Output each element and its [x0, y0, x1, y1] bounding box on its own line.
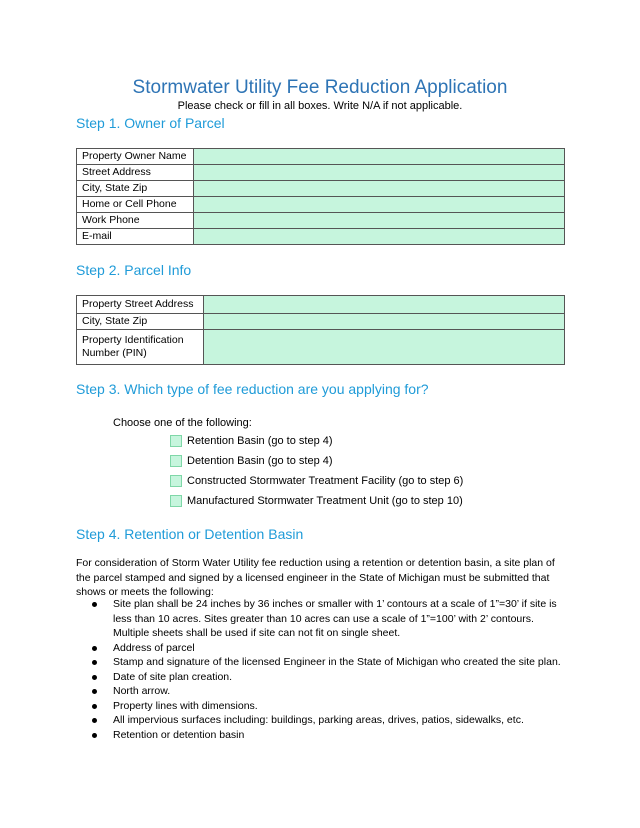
choose-instruction: Choose one of the following: [113, 417, 252, 429]
step1-heading: Step 1. Owner of Parcel [76, 115, 225, 131]
list-item: All impervious surfaces including: buildings, parking areas, drives, patios, sidewalks, etc. [76, 713, 570, 728]
step3-heading: Step 3. Which type of fee reduction are you applying for? [76, 381, 429, 397]
email-field[interactable] [194, 229, 565, 245]
parcel-city-state-zip-label: City, State Zip [77, 314, 204, 330]
owner-table [76, 148, 565, 245]
bullet-icon [92, 660, 97, 665]
home-phone-label: Home or Cell Phone [77, 197, 194, 213]
table-row [77, 197, 565, 213]
table-row [77, 229, 565, 245]
list-item: Date of site plan creation. [76, 670, 570, 685]
option-label: Detention Basin (go to step 4) [187, 455, 333, 467]
option-label: Manufactured Stormwater Treatment Unit (go to step 10) [187, 495, 463, 507]
checkbox-icon[interactable] [170, 455, 182, 467]
table-row [77, 149, 565, 165]
table-row [77, 213, 565, 229]
option-constructed-facility[interactable] [170, 472, 463, 490]
city-state-zip-label: City, State Zip [77, 181, 194, 197]
work-phone-field[interactable] [194, 213, 565, 229]
city-state-zip-field[interactable] [194, 181, 565, 197]
bullet-icon [92, 718, 97, 723]
list-item: Address of parcel [76, 641, 570, 656]
list-item: Stamp and signature of the licensed Engineer in the State of Michigan who created the site plan. [76, 655, 570, 670]
page-title: Stormwater Utility Fee Reduction Application [132, 77, 508, 98]
option-label: Retention Basin (go to step 4) [187, 435, 333, 447]
bullet-icon [92, 675, 97, 680]
parcel-street-address-label: Property Street Address [77, 296, 204, 314]
table-row [77, 181, 565, 197]
street-address-label: Street Address [77, 165, 194, 181]
page-subtitle: Please check or fill in all boxes. Write N/A if not applicable. [177, 100, 463, 112]
option-manufactured-unit[interactable] [170, 492, 463, 510]
bullet-icon [92, 602, 97, 607]
parcel-city-state-zip-field[interactable] [204, 314, 565, 330]
street-address-field[interactable] [194, 165, 565, 181]
table-row [77, 296, 565, 314]
pin-label: Property Identification Number (PIN) [77, 330, 204, 365]
owner-name-label: Property Owner Name [77, 149, 194, 165]
list-item: Site plan shall be 24 inches by 36 inches or smaller with 1’ contours at a scale of 1”=30’ if site is less than 10 acres. Sites greater than 10 acres can use a scale of 1”=100’ with 2’ contours. Multiple sheets shall be used if site can not fit on single sheet. [76, 597, 570, 641]
option-detention-basin[interactable] [170, 452, 333, 470]
parcel-street-address-field[interactable] [204, 296, 565, 314]
home-phone-field[interactable] [194, 197, 565, 213]
list-item: North arrow. [76, 684, 570, 699]
option-label: Constructed Stormwater Treatment Facility (go to step 6) [187, 475, 464, 487]
checkbox-icon[interactable] [170, 435, 182, 447]
bullet-icon [92, 646, 97, 651]
email-label: E-mail [77, 229, 194, 245]
list-item: Property lines with dimensions. [76, 699, 570, 714]
bullet-icon [92, 704, 97, 709]
option-retention-basin[interactable] [170, 432, 333, 450]
table-row [77, 314, 565, 330]
step4-paragraph: For consideration of Storm Water Utility fee reduction using a retention or detention basin, a site plan of the parcel stamped and signed by a licensed engineer in the State of Michigan must be submitted that shows or meets the following: [76, 557, 555, 598]
table-row [77, 165, 565, 181]
step4-heading: Step 4. Retention or Detention Basin [76, 526, 304, 542]
work-phone-label: Work Phone [77, 213, 194, 229]
bullet-icon [92, 733, 97, 738]
step2-heading: Step 2. Parcel Info [76, 262, 192, 278]
pin-field[interactable] [204, 330, 565, 365]
owner-name-field[interactable] [194, 149, 565, 165]
checkbox-icon[interactable] [170, 475, 182, 487]
table-row [77, 330, 565, 365]
parcel-table [76, 295, 565, 365]
requirements-list [76, 597, 570, 742]
list-item: Retention or detention basin [76, 728, 570, 743]
bullet-icon [92, 689, 97, 694]
checkbox-icon[interactable] [170, 495, 182, 507]
